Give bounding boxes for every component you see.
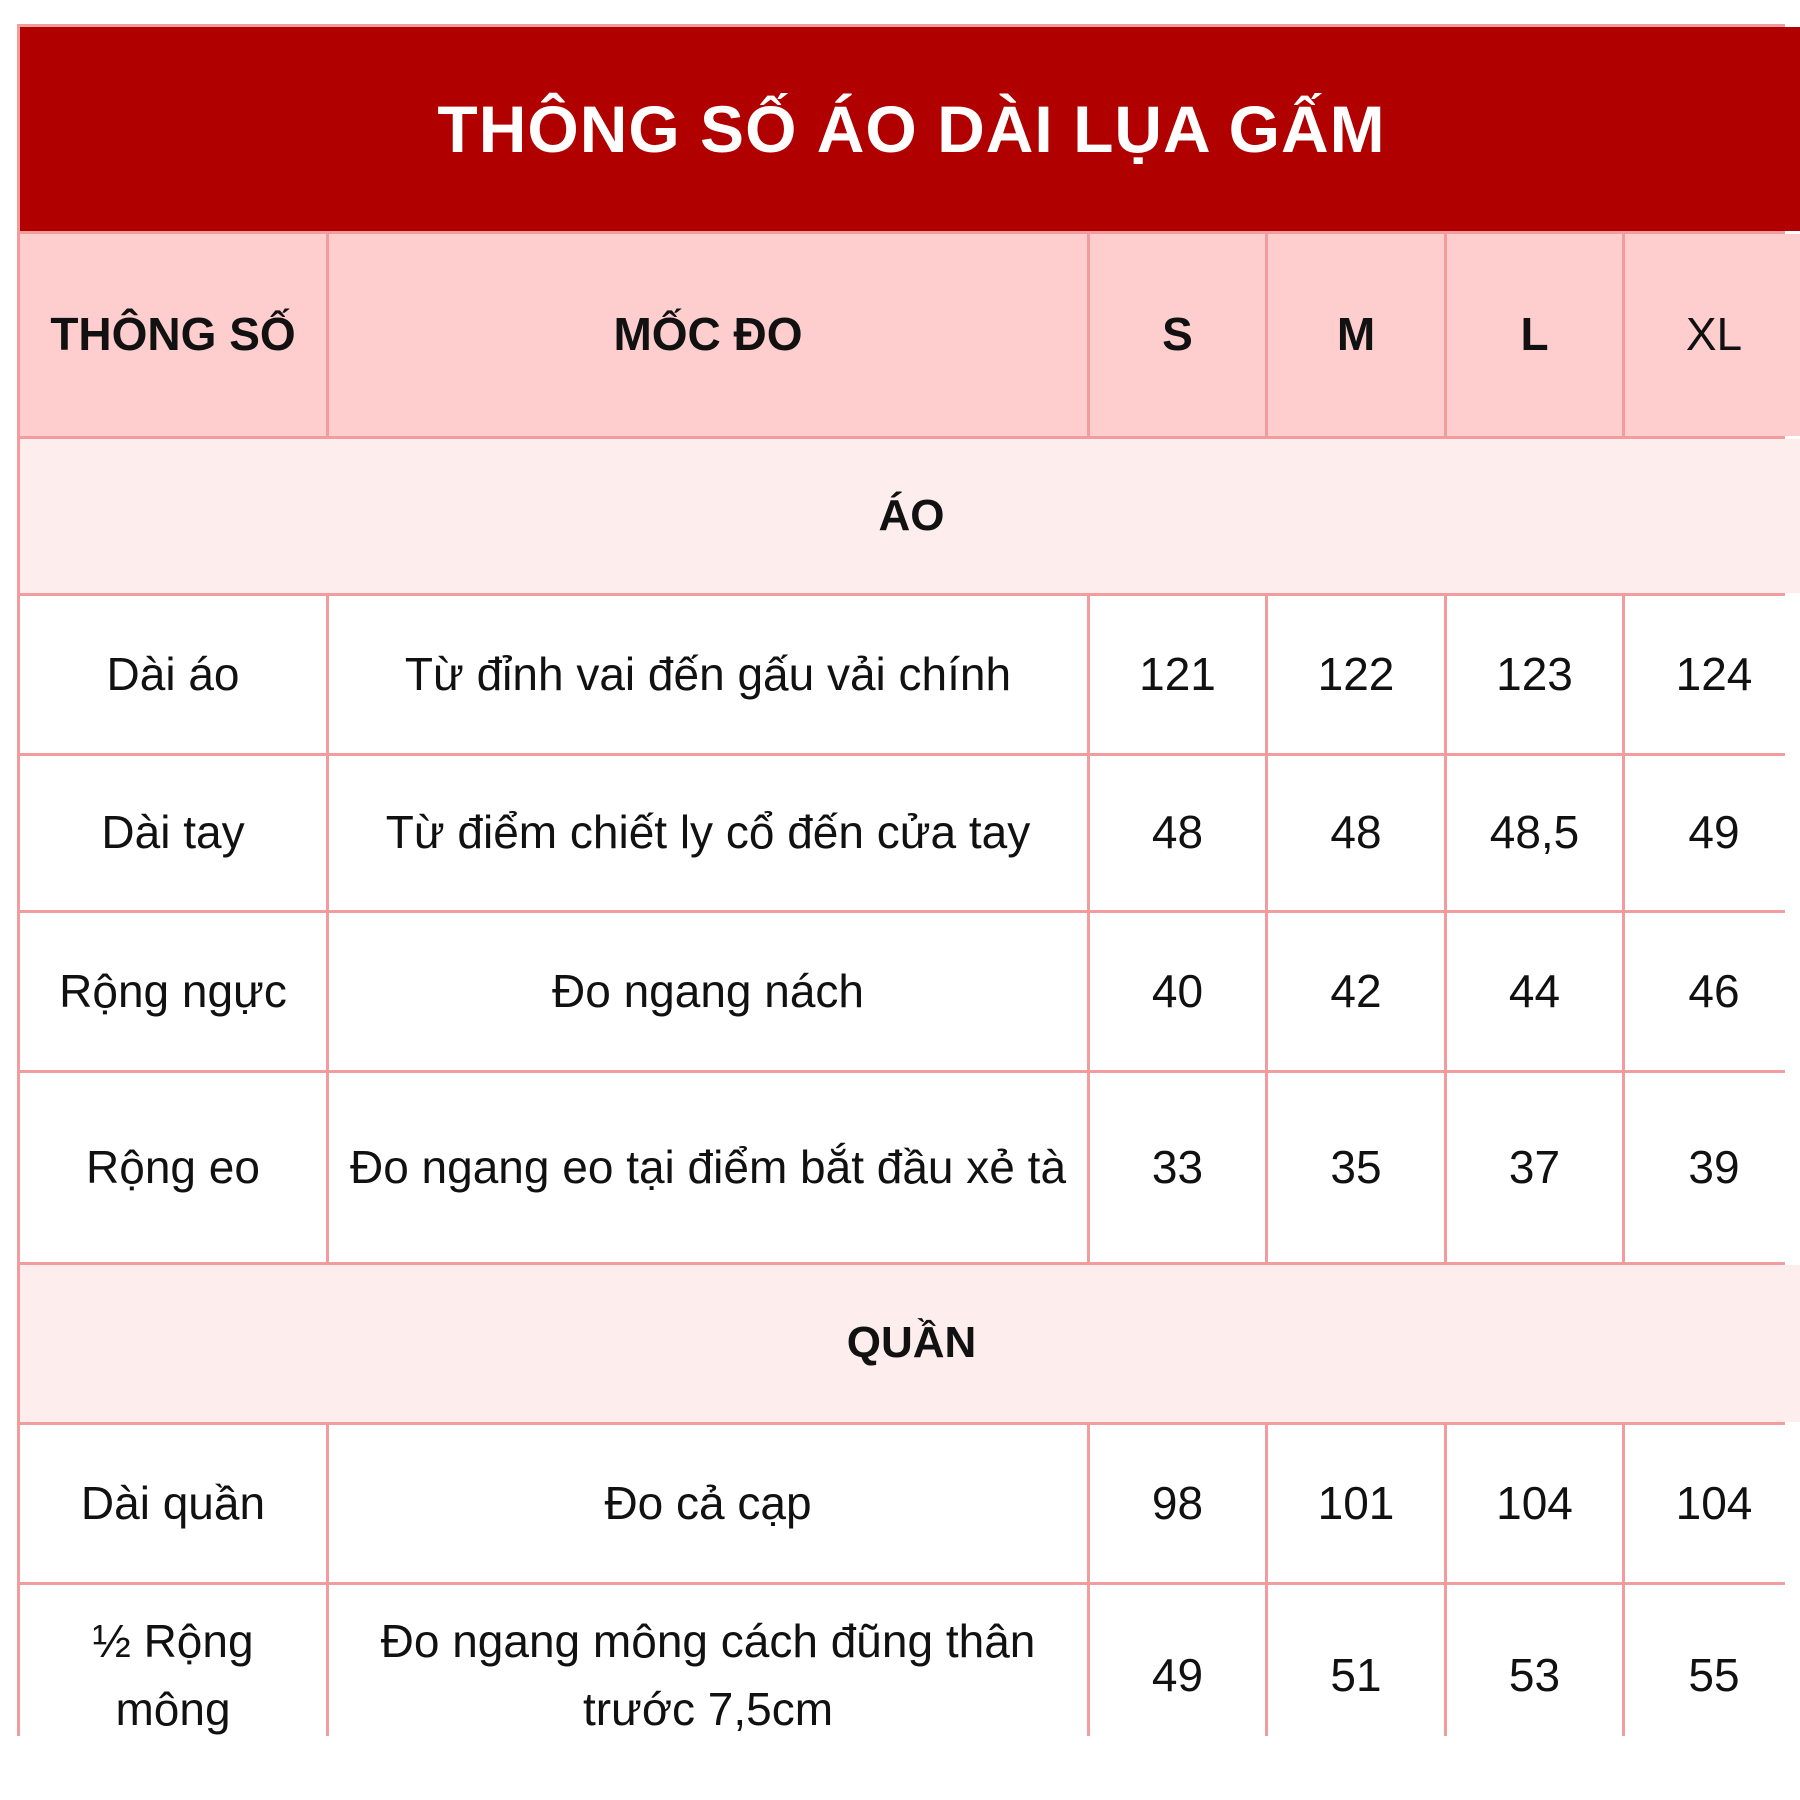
row-value-l: 48,5 (1447, 756, 1622, 910)
header-size-xl: XL (1625, 234, 1800, 436)
row-value-s: 40 (1090, 913, 1265, 1070)
row-value-xl: 46 (1625, 913, 1800, 1070)
row-param: Dài quần (20, 1425, 326, 1582)
header-size-s: S (1090, 234, 1265, 436)
row-value-s: 98 (1090, 1425, 1265, 1582)
row-value-xl: 124 (1625, 596, 1800, 753)
row-param: Dài áo (20, 596, 326, 753)
row-value-s: 33 (1090, 1073, 1265, 1262)
section-ao: ÁO (20, 439, 1800, 593)
row-param: Rộng ngực (20, 913, 326, 1070)
header-size-m: M (1268, 234, 1444, 436)
header-measure: MỐC ĐO (329, 234, 1087, 436)
row-measure: Đo cả cạp (329, 1425, 1087, 1582)
row-value-xl: 39 (1625, 1073, 1800, 1262)
row-value-s: 49 (1090, 1585, 1265, 1766)
row-measure: Đo ngang eo tại điểm bắt đầu xẻ tà (329, 1073, 1087, 1262)
row-param: Dài tay (20, 756, 326, 910)
header-size-l: L (1447, 234, 1622, 436)
header-param: THÔNG SỐ (20, 234, 326, 436)
row-param: Rộng eo (20, 1073, 326, 1262)
row-measure: Đo ngang nách (329, 913, 1087, 1070)
row-value-m: 101 (1268, 1425, 1444, 1582)
row-measure: Đo ngang mông cách đũng thân trước 7,5cm (329, 1585, 1087, 1766)
section-quan: QUẦN (20, 1265, 1800, 1422)
row-value-l: 104 (1447, 1425, 1622, 1582)
row-measure: Từ đỉnh vai đến gấu vải chính (329, 596, 1087, 753)
row-value-m: 35 (1268, 1073, 1444, 1262)
row-value-xl: 104 (1625, 1425, 1800, 1582)
row-value-m: 51 (1268, 1585, 1444, 1766)
row-value-s: 121 (1090, 596, 1265, 753)
row-param: ½ Rộng mông (20, 1585, 326, 1766)
row-value-l: 37 (1447, 1073, 1622, 1262)
row-value-m: 48 (1268, 756, 1444, 910)
table-title: THÔNG SỐ ÁO DÀI LỤA GẤM (20, 27, 1800, 231)
row-value-m: 42 (1268, 913, 1444, 1070)
row-value-l: 123 (1447, 596, 1622, 753)
row-value-m: 122 (1268, 596, 1444, 753)
row-value-s: 48 (1090, 756, 1265, 910)
row-measure: Từ điểm chiết ly cổ đến cửa tay (329, 756, 1087, 910)
row-value-xl: 49 (1625, 756, 1800, 910)
size-chart-table (17, 24, 1785, 1736)
row-value-l: 53 (1447, 1585, 1622, 1766)
row-value-xl: 55 (1625, 1585, 1800, 1766)
row-value-l: 44 (1447, 913, 1622, 1070)
